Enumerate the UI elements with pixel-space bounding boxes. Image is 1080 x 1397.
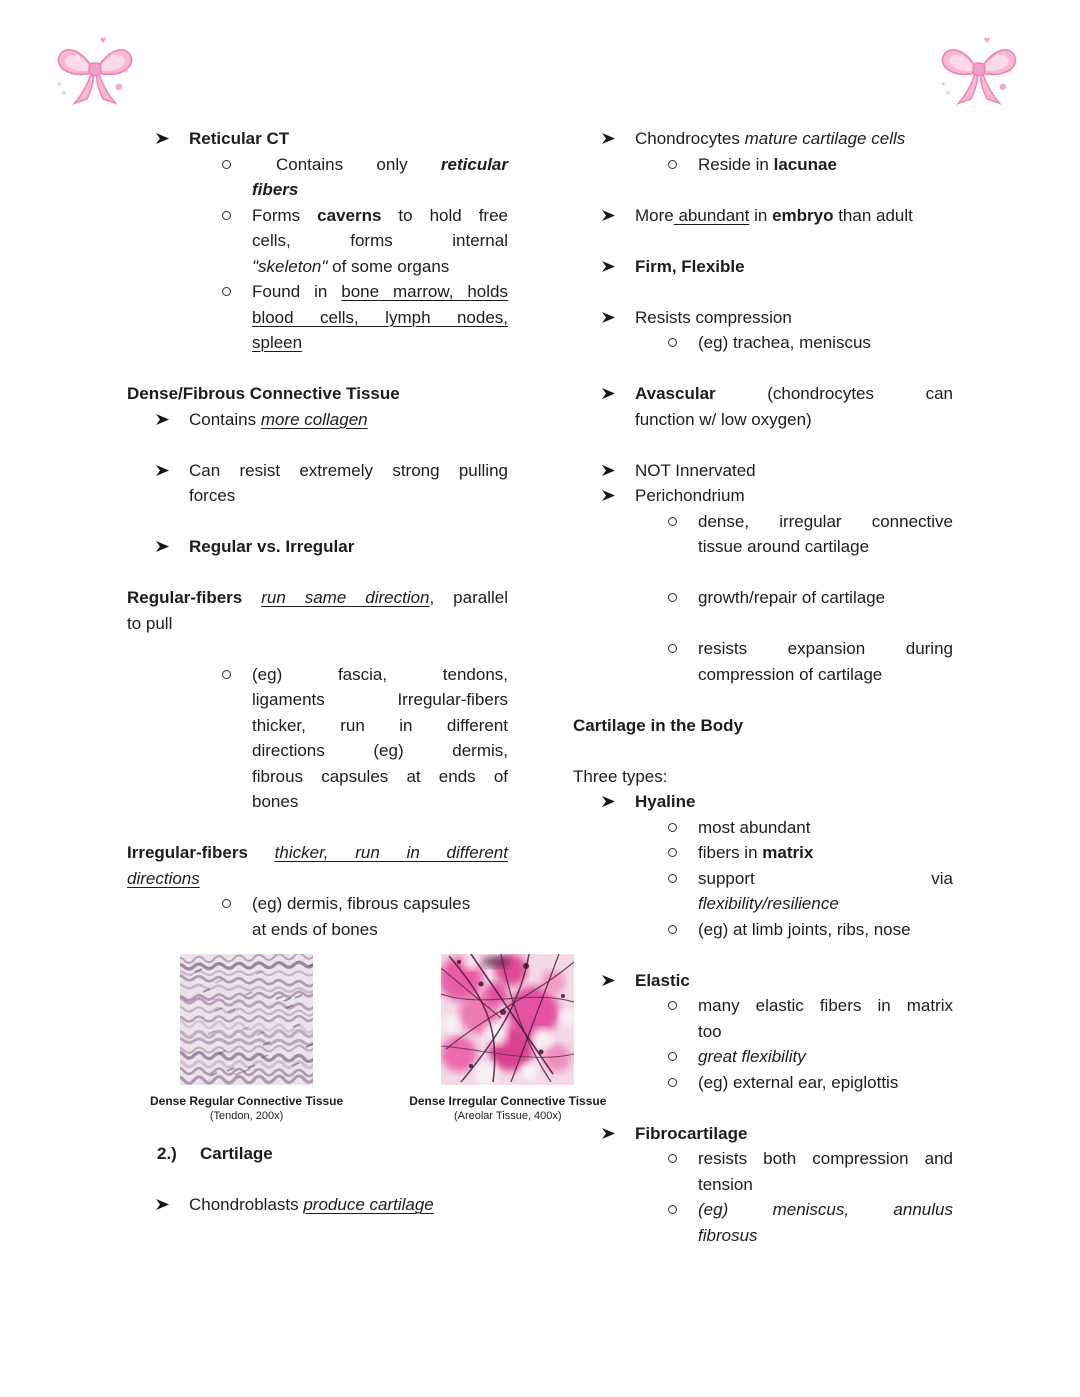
text-segment: great flexibility [698,1047,806,1066]
circle-bullet-icon [222,152,237,178]
text-segment: Contains only [276,154,441,174]
bullet-item [127,1192,508,1218]
text-segment: matrix [762,843,814,862]
sub-bullet-item [573,866,953,917]
text-segment: Can resist extremely strong pulling [189,460,508,480]
arrow-bullet-icon [602,126,617,152]
text-segment: Three types: [573,766,668,786]
spacer [573,228,953,254]
arrow-bullet-icon [602,458,617,484]
circle-bullet-icon [668,1146,683,1172]
text-segment: bones [252,792,299,811]
bullet-item [573,1121,953,1147]
bullet-item [573,203,953,229]
text-segment: Elastic [635,970,690,990]
text-segment: run same direction [261,588,430,607]
right-column [573,126,953,1248]
text-line [698,1172,953,1198]
bullet-item [127,534,508,560]
figure-caption-title: Dense Irregular Connective Tissue [409,1094,607,1108]
bullet-item [127,407,508,433]
sub-bullet-item [573,1044,953,1070]
arrow-bullet-icon [602,381,617,407]
text-segment: NOT Innervated [635,460,756,480]
text-segment: too [698,1021,722,1041]
sub-bullet-item [573,917,953,943]
arrow-bullet-icon [156,534,171,560]
text-segment: produce cartilage [303,1195,434,1214]
circle-bullet-icon [668,917,683,943]
text-segment: Chondroblasts [189,1195,304,1214]
text-line [635,407,953,433]
paragraph [127,840,508,891]
text-segment: of some organs [327,256,450,276]
text-segment: thicker, run in different [274,843,508,862]
text-line [698,993,953,1019]
text-segment: dense, irregular connective [698,511,953,531]
arrow-bullet-icon [602,203,617,229]
text-segment: Regular-fibers [127,588,262,607]
text-segment: resists both compression and [698,1149,953,1168]
spacer [127,432,508,458]
text-line [698,636,953,662]
spacer [127,1167,508,1193]
text-segment: support via [698,868,953,888]
text-segment: Reside in [698,154,774,174]
text-segment: resists expansion during [698,639,953,658]
bullet-item [573,483,953,509]
text-segment: fibrosus [698,1225,758,1245]
circle-bullet-icon [668,815,683,841]
text-line [698,662,953,688]
text-line [698,1197,953,1223]
spacer [573,560,953,586]
text-segment: (eg) at limb joints, ribs, nose [698,919,911,939]
text-segment: embryo [772,205,834,225]
histology-figure [150,954,343,1123]
number-label: 2.) [157,1144,177,1163]
text-segment: (eg) fascia, tendons, [252,664,508,684]
spacer [127,509,508,535]
text-segment: abundant [673,205,750,225]
text-line [127,585,508,611]
spacer [127,560,508,586]
circle-bullet-icon [222,203,237,229]
spacer [573,687,953,713]
arrow-bullet-icon [602,1121,617,1147]
text-line [252,789,508,815]
text-line [252,891,508,917]
left-column [127,126,607,1218]
numbered-heading [127,1141,508,1167]
circle-bullet-icon [668,330,683,356]
arrow-bullet-icon [602,968,617,994]
pink-bow-icon [54,24,136,112]
bullet-item [127,458,508,509]
text-segment: Avascular [635,384,716,403]
text-segment: , parallel [429,588,508,607]
text-segment: Found in [252,282,342,301]
circle-bullet-icon [668,1070,683,1096]
text-segment: thicker, run in different [252,715,508,735]
circle-bullet-icon [668,1044,683,1070]
text-line [189,458,508,484]
circle-bullet-icon [668,585,683,611]
text-segment: Cartilage in the Body [573,715,744,735]
section-heading [127,381,508,407]
text-line [252,738,508,764]
circle-bullet-icon [668,840,683,866]
circle-bullet-icon [222,662,237,688]
sub-bullet-item [573,509,953,560]
text-segment: growth/repair of cartilage [698,588,886,607]
text-segment: Resists compression [635,307,792,327]
text-line [252,254,508,280]
sub-bullet-item [573,815,953,841]
text-segment: Regular vs. Irregular [189,537,355,556]
sub-bullet-item [573,585,953,611]
sub-bullet-item [573,1070,953,1096]
bullet-item [573,789,953,815]
bullet-item [573,254,953,280]
sub-bullet-item [127,891,508,942]
circle-bullet-icon [222,891,237,917]
bow-decoration-left [54,24,136,112]
text-segment: at ends of bones [252,919,378,939]
circle-bullet-icon [222,279,237,305]
text-segment: Forms [252,205,318,225]
text-line [698,1019,953,1045]
text-line [252,662,508,688]
bullet-item [573,126,953,152]
text-line [698,509,953,535]
text-line [698,866,953,892]
text-segment: Fibrocartilage [635,1123,748,1143]
text-line [698,1146,953,1172]
text-line [252,330,508,356]
arrow-bullet-icon [602,254,617,280]
text-segment: fibers [252,180,299,199]
text-segment: most abundant [698,817,811,837]
text-segment: (eg) external ear, epiglottis [698,1072,899,1092]
spacer [573,279,953,305]
text-segment: function w/ low oxygen) [635,409,812,429]
text-segment: directions [127,868,200,888]
text-segment: Irregular-fibers [127,843,275,862]
sub-bullet-item [573,152,953,178]
bullet-item [573,968,953,994]
text-line [252,203,508,229]
text-segment: spleen [252,333,303,352]
sub-bullet-item [573,636,953,687]
text-line [252,305,508,331]
sub-bullet-item [127,662,508,815]
text-line [189,483,508,509]
text-segment: Contains [189,409,261,429]
sub-bullet-item [573,330,953,356]
text-segment: Perichondrium [635,486,745,505]
sub-bullet-item [127,279,508,356]
text-segment: flexibility/resilience [698,894,839,913]
text-line [252,279,508,305]
figure-caption-title: Dense Regular Connective Tissue [150,1094,344,1108]
text-segment: blood cells, lymph nodes, [252,307,508,327]
figure-caption-subtitle: (Areolar Tissue, 400x) [453,1110,562,1122]
circle-bullet-icon [668,636,683,662]
text-segment: (eg) dermis, fibrous capsules [252,894,471,913]
text-segment: "skeleton" [252,256,328,276]
section-heading [573,713,953,739]
text-segment: than adult [833,205,913,225]
spacer [573,432,953,458]
text-segment: to hold free [381,205,509,225]
circle-bullet-icon [668,993,683,1019]
text-segment: Chondrocytes [635,129,745,148]
sub-bullet-item [573,993,953,1044]
sub-bullet-item [573,840,953,866]
text-segment: fibrous capsules at ends of [252,766,508,786]
text-segment: More [635,205,674,225]
bow-decoration-right [938,24,1020,112]
text-line [252,177,508,203]
text-segment: lacunae [773,154,837,174]
text-segment: many elastic fibers in matrix [698,996,953,1015]
text-segment: ligaments Irregular-fibers [252,690,508,709]
spacer [573,942,953,968]
text-segment: Firm, Flexible [635,256,745,276]
bullet-item [573,305,953,331]
text-segment: directions (eg) dermis, [252,741,508,760]
text-line [127,840,508,866]
text-line [252,152,508,178]
text-segment: (chondrocytes can [715,384,953,403]
sub-bullet-item [127,203,508,280]
text-segment: Reticular CT [189,129,290,148]
spacer [127,636,508,662]
circle-bullet-icon [668,152,683,178]
text-line [635,381,953,407]
arrow-bullet-icon [602,789,617,815]
text-segment: (eg) meniscus, annulus [698,1200,953,1219]
bullet-item [573,381,953,432]
text-segment: cells, forms internal [252,231,508,250]
text-line [698,534,953,560]
sub-bullet-item [127,152,508,203]
sub-bullet-item [573,1146,953,1197]
spacer [573,356,953,382]
text-segment: tension [698,1174,753,1194]
spacer [573,1095,953,1121]
arrow-bullet-icon [602,305,617,331]
text-line [252,687,508,713]
sub-bullet-item [573,1197,953,1248]
spacer [127,815,508,841]
text-segment: to pull [127,613,173,633]
arrow-bullet-icon [602,483,617,509]
micrograph-image [441,954,574,1085]
spacer [127,356,508,382]
spacer [573,738,953,764]
text-segment: fibers in [698,843,763,862]
text-segment: compression of cartilage [698,664,883,684]
text-segment: reticular [440,154,508,174]
bullet-item [127,126,508,152]
paragraph [573,764,953,790]
text-line [252,228,508,254]
arrow-bullet-icon [156,407,171,433]
circle-bullet-icon [668,866,683,892]
arrow-bullet-icon [156,1192,171,1218]
paragraph [127,585,508,636]
text-line [252,713,508,739]
circle-bullet-icon [668,509,683,535]
arrow-bullet-icon [156,126,171,152]
text-line [698,891,953,917]
text-segment: caverns [317,205,382,225]
text-line [252,917,508,943]
text-line [252,764,508,790]
text-segment: mature cartilage cells [744,129,906,148]
text-segment: in [749,205,773,225]
text-segment: Dense/Fibrous Connective Tissue [127,384,400,403]
figure-caption-subtitle: (Tendon, 200x) [209,1110,284,1122]
pink-bow-icon [938,24,1020,112]
text-segment: more collagen [260,409,368,429]
bullet-item [573,458,953,484]
spacer [573,611,953,637]
figure-row [150,954,607,1123]
arrow-bullet-icon [156,458,171,484]
text-segment: Hyaline [635,792,696,811]
text-segment: Cartilage [200,1144,273,1163]
text-segment: (eg) trachea, meniscus [698,333,871,352]
spacer [573,177,953,203]
micrograph-image [180,954,313,1085]
text-segment: bone marrow, holds [341,282,508,301]
circle-bullet-icon [668,1197,683,1223]
text-line [127,866,508,892]
text-segment: forces [189,486,236,505]
text-line [127,611,508,637]
text-segment: tissue around cartilage [698,537,870,556]
text-line [698,1223,953,1249]
